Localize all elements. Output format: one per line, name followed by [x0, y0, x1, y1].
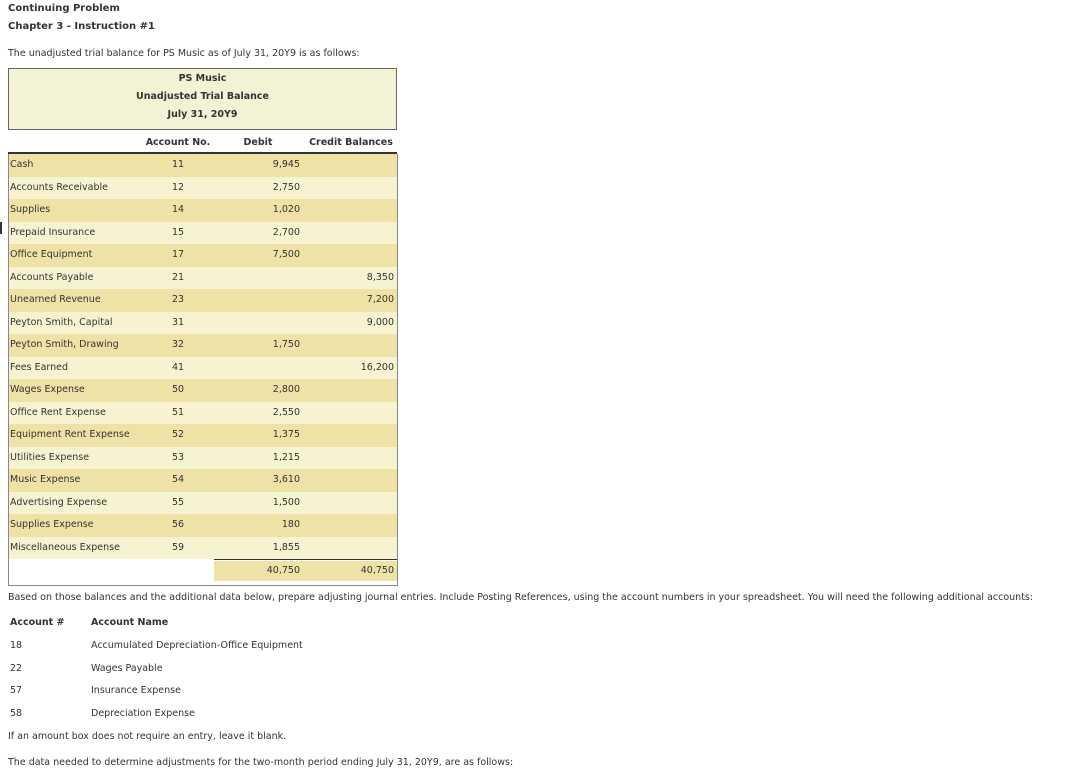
account-name: Music Expense [10, 474, 81, 485]
additional-account-number: 58 [10, 707, 23, 719]
account-number: 15 [171, 226, 185, 238]
account-name: Prepaid Insurance [10, 226, 96, 238]
account-number: 55 [171, 496, 185, 508]
table-row [8, 177, 397, 200]
total-single-rule [214, 559, 397, 560]
account-name: Accounts Payable [10, 271, 94, 283]
account-number: 11 [171, 159, 185, 170]
column-header-debit: Debit [243, 137, 273, 148]
account-name: Peyton Smith, Capital [10, 316, 113, 328]
table-row [8, 357, 397, 380]
additional-accounts-header-number: Account # [10, 617, 65, 628]
blank-entry-note: If an amount box does not require an entry, leave it blank. [8, 731, 287, 742]
table-row [8, 267, 397, 290]
totals-row [214, 561, 397, 581]
data-intro-text: The data needed to determine adjustments for the two-month period ending July 31, 20Y9, are as follows: [8, 757, 514, 768]
table-row [8, 537, 397, 560]
credit-balance: 8,350 [366, 271, 394, 283]
account-name: Unearned Revenue [10, 294, 101, 305]
table-row [8, 379, 397, 402]
instruction-subtitle: Chapter 3 - Instruction #1 [8, 21, 155, 32]
account-number: 12 [171, 181, 185, 193]
problem-title: Continuing Problem [8, 3, 120, 14]
debit-balance: 2,800 [272, 384, 300, 395]
additional-account-name: Wages Payable [91, 662, 163, 674]
left-edge-marker [0, 222, 2, 234]
table-row [8, 289, 397, 312]
table-row [8, 514, 397, 537]
additional-account-name: Accumulated Depreciation-Office Equipment [91, 640, 303, 651]
debit-balance: 3,610 [272, 474, 300, 485]
account-number: 50 [171, 384, 185, 395]
account-number: 41 [171, 361, 185, 373]
table-right-border [397, 154, 398, 586]
trial-balance-table [8, 68, 397, 576]
table-row [8, 424, 397, 447]
account-number: 21 [171, 271, 185, 283]
account-name: Utilities Expense [10, 451, 90, 463]
debit-balance: 1,855 [272, 541, 300, 553]
account-name: Advertising Expense [10, 496, 108, 508]
column-header-credit: Credit Balances [309, 137, 393, 148]
debit-balance: 2,750 [272, 181, 300, 193]
additional-account-number: 18 [10, 640, 23, 651]
table-row [8, 244, 397, 267]
additional-account-number: 57 [10, 685, 23, 696]
account-name: Peyton Smith, Drawing [10, 339, 119, 350]
debit-balance: 9,945 [272, 159, 300, 170]
total-credit: 40,750 [360, 565, 394, 576]
credit-balance: 16,200 [360, 361, 394, 373]
account-number: 59 [171, 541, 185, 553]
account-name: Cash [10, 159, 34, 170]
table-row [8, 154, 397, 177]
debit-balance: 1,500 [272, 496, 300, 508]
credit-balance: 7,200 [366, 294, 394, 305]
account-name: Wages Expense [10, 384, 85, 395]
account-number: 54 [171, 474, 185, 485]
instructions-text: Based on those balances and the additional data below, prepare adjusting journal entries. Include Posting References, using the account numbers in your spreadsheet. You will need the following additional accounts: [8, 592, 1034, 603]
account-number: 56 [171, 519, 185, 530]
company-name: PS Music [178, 73, 227, 84]
table-row [8, 469, 397, 492]
account-name: Miscellaneous Expense [10, 541, 120, 553]
debit-balance: 2,550 [272, 406, 300, 418]
account-number: 53 [171, 451, 185, 463]
account-name: Equipment Rent Expense [10, 429, 130, 440]
debit-balance: 2,700 [272, 226, 300, 238]
table-row [8, 402, 397, 425]
table-bottom-border [8, 585, 397, 586]
statement-date: July 31, 20Y9 [167, 109, 238, 120]
account-number: 23 [171, 294, 185, 305]
additional-account-name: Insurance Expense [91, 685, 181, 696]
table-row [8, 334, 397, 357]
debit-balance: 1,750 [272, 339, 300, 350]
total-debit: 40,750 [266, 565, 300, 576]
credit-balance: 9,000 [366, 316, 394, 328]
table-row [8, 222, 397, 245]
account-number: 32 [171, 339, 185, 350]
additional-account-name: Depreciation Expense [91, 707, 195, 719]
account-name: Fees Earned [10, 361, 69, 373]
intro-text: The unadjusted trial balance for PS Music as of July 31, 20Y9 is as follows: [8, 48, 360, 59]
account-number: 52 [171, 429, 185, 440]
account-number: 14 [171, 204, 185, 215]
table-row [8, 447, 397, 470]
table-left-border [8, 154, 9, 586]
account-number: 51 [171, 406, 185, 418]
account-name: Office Equipment [10, 249, 93, 260]
debit-balance: 1,215 [272, 451, 300, 463]
additional-accounts-header-name: Account Name [91, 617, 169, 628]
trial-balance-header [8, 68, 397, 130]
account-number: 31 [171, 316, 185, 328]
debit-balance: 180 [281, 519, 300, 530]
account-number: 17 [171, 249, 185, 260]
account-name: Accounts Receivable [10, 181, 109, 193]
account-name: Supplies Expense [10, 519, 94, 530]
table-row [8, 312, 397, 335]
debit-balance: 1,020 [272, 204, 300, 215]
additional-account-number: 22 [10, 662, 23, 674]
account-name: Supplies [10, 204, 51, 215]
table-row [8, 199, 397, 222]
table-row [8, 492, 397, 515]
column-header-account-no: Account No. [145, 137, 211, 148]
debit-balance: 1,375 [272, 429, 300, 440]
debit-balance: 7,500 [272, 249, 300, 260]
statement-name: Unadjusted Trial Balance [136, 91, 269, 102]
account-name: Office Rent Expense [10, 406, 106, 418]
